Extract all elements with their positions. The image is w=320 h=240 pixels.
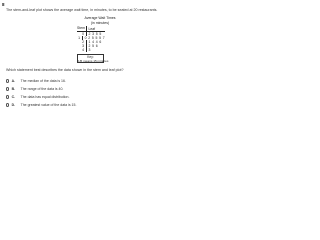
leaf-header: Leaf xyxy=(88,26,96,31)
question-text: Which statement best describes the data shown in the stem and leaf plot? xyxy=(6,68,124,72)
option-letter: B. xyxy=(11,87,16,91)
option-text: The greatest value of the data is 15. xyxy=(20,103,77,107)
option-text: The median of the data is 16. xyxy=(20,79,66,83)
plot-title: Average Wait Times xyxy=(84,16,116,20)
radio-button-a[interactable] xyxy=(6,79,9,82)
leaf-cell: 0 2 5 5 5 7 xyxy=(84,36,105,40)
leaf-cell: 1 4 4 6 xyxy=(88,40,102,44)
key-title: Key: xyxy=(87,55,94,59)
option-letter: C. xyxy=(11,95,16,99)
leaf-cell: 2 3 5 5 xyxy=(88,32,102,36)
stem-and-leaf-plot xyxy=(77,26,105,52)
radio-button-c[interactable] xyxy=(6,95,9,98)
option-c[interactable] xyxy=(6,93,76,101)
stem-cell: 4 xyxy=(77,48,87,52)
question-number: 8 xyxy=(2,2,5,7)
stem-cell: 2 xyxy=(77,40,87,44)
plot-key xyxy=(77,54,109,63)
stem-leaf-rows xyxy=(77,31,105,52)
option-letter: D. xyxy=(11,103,16,107)
stem-cell: 0 xyxy=(77,32,87,36)
option-text: The range of the data is 40. xyxy=(20,87,64,91)
plot-subtitle: (in minutes) xyxy=(90,20,110,25)
leaf-cell: 2 5 6 xyxy=(88,44,99,48)
stem-leaf-row xyxy=(77,48,105,52)
stem-cell: 1 xyxy=(77,36,83,40)
leaf-cell: 3 xyxy=(88,48,91,52)
option-letter: A. xyxy=(11,79,16,83)
option-d[interactable] xyxy=(6,101,76,109)
option-b[interactable] xyxy=(6,85,76,93)
stem-cell: 3 xyxy=(77,44,87,48)
question-prompt: The stem-and-leaf plot shows the average wait time, in minutes, to be seated at 20 restaurants. xyxy=(6,8,158,12)
stem-header: Stem xyxy=(77,26,87,31)
radio-button-b[interactable] xyxy=(6,87,9,90)
option-text: The data has equal distribution. xyxy=(20,95,70,99)
radio-button-d[interactable] xyxy=(6,103,9,106)
option-a[interactable] xyxy=(6,77,76,85)
answer-options xyxy=(6,77,76,109)
key-text: 1|5 means 15 minutes xyxy=(78,59,109,63)
